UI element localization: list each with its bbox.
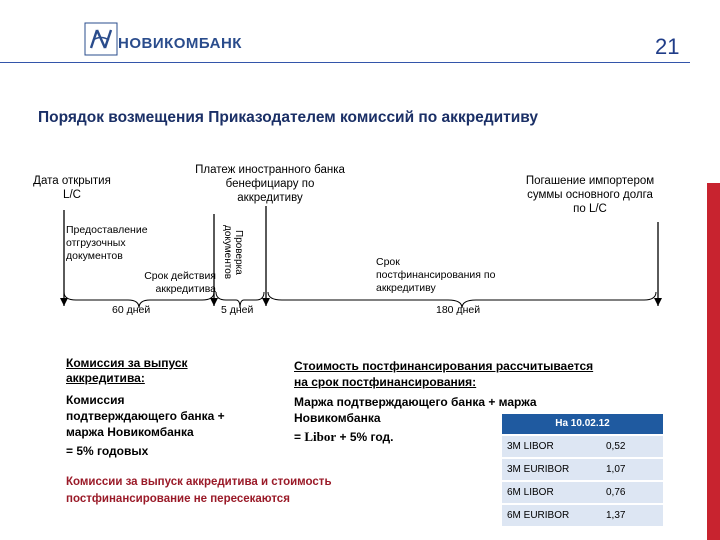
span-60-days: 60 дней bbox=[112, 304, 151, 316]
rate-name: 6M LIBOR bbox=[502, 482, 593, 503]
page-number: 21 bbox=[655, 34, 680, 59]
payment-label: Платеж иностранного банка бенефициару по аккредитиву bbox=[195, 164, 345, 204]
timeline-diagram bbox=[0, 180, 700, 320]
table-row bbox=[502, 459, 663, 480]
postfinancing-formula: = Libor + 5% год. bbox=[294, 429, 394, 444]
bank-name: НОВИКОМБАНК bbox=[118, 35, 242, 52]
validity-label: Срок действия аккредитива bbox=[144, 270, 216, 295]
span-180-days: 180 дней bbox=[436, 304, 481, 316]
rate-value: 0,52 bbox=[593, 436, 663, 457]
bank-monogram-icon bbox=[84, 22, 118, 56]
postfinancing-term-label: Срок постфинансирования по аккредитиву bbox=[376, 256, 496, 294]
rate-value: 1,07 bbox=[593, 459, 663, 480]
open-date-label: Дата открытия L/C bbox=[33, 175, 111, 201]
issue-fee-body: Комиссия подтверждающего банка + маржа Новикомбанка bbox=[66, 393, 225, 439]
rates-table bbox=[502, 434, 663, 528]
issue-fee-heading: Комиссия за выпуск аккредитива: bbox=[66, 356, 188, 385]
page-title: Порядок возмещения Приказодателем комиссий по аккредитиву bbox=[38, 109, 539, 126]
rate-name: 3M EURIBOR bbox=[502, 459, 593, 480]
postfinancing-body: Маржа подтверждающего банка + маржа Новикомбанка bbox=[294, 395, 537, 425]
rate-value: 1,37 bbox=[593, 505, 663, 526]
document-check-label: Проверка документов bbox=[222, 224, 244, 280]
postfinancing-heading: Стоимость постфинансирования рассчитывается на срок постфинансирования: bbox=[294, 359, 594, 389]
table-row bbox=[502, 436, 663, 457]
rate-name: 3M LIBOR bbox=[502, 436, 593, 457]
issue-fee-rate: = 5% годовых bbox=[66, 444, 149, 458]
documents-label: Предоставление отгрузочных документов bbox=[66, 224, 148, 262]
repayment-label: Погашение импортером суммы основного долга по L/C bbox=[525, 175, 655, 215]
rates-table-header: На 10.02.12 bbox=[502, 414, 663, 434]
header-divider bbox=[0, 62, 690, 63]
rate-value: 0,76 bbox=[593, 482, 663, 503]
accent-side-bar bbox=[707, 183, 720, 540]
fees-note: Комиссии за выпуск аккредитива и стоимость постфинансирование не пересекаются bbox=[66, 476, 332, 505]
span-5-days: 5 дней bbox=[221, 304, 254, 316]
table-row bbox=[502, 505, 663, 526]
table-row bbox=[502, 482, 663, 503]
rate-name: 6M EURIBOR bbox=[502, 505, 593, 526]
